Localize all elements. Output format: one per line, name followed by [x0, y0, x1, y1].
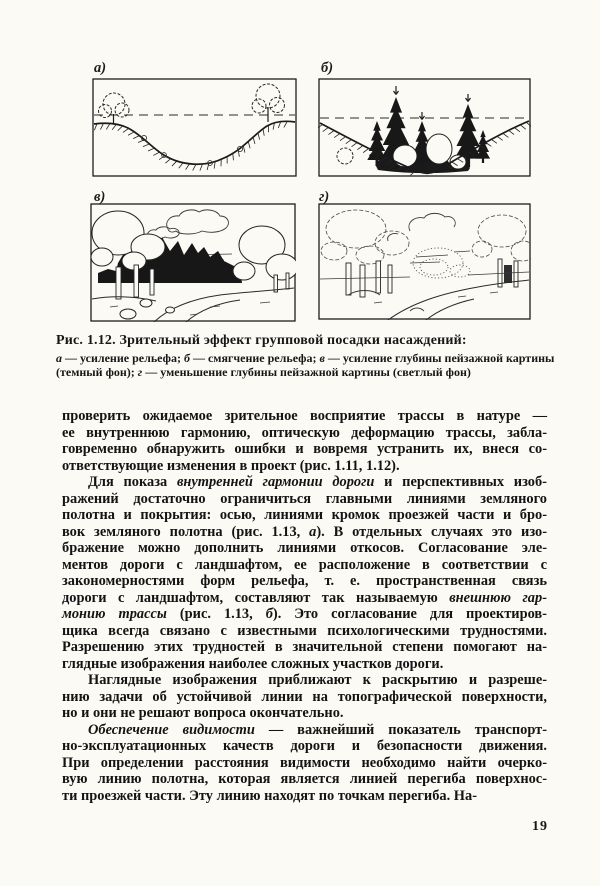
body-line: Для показа внутренней гармонии дороги и перспективных изоб- — [88, 474, 547, 490]
body-line: вую линию полотна, которая является линией перегиба поверхнос- — [62, 771, 547, 787]
body-line: но и они не решают вопроса окончательно. — [62, 705, 344, 721]
body-line: ментов дороги с ландшафтом, ее расположение в соответствии с — [62, 556, 547, 573]
body-line: Обеспечение видимости — важнейший показатель транспорт- — [88, 721, 547, 738]
figure-caption-legend-line: а — усиление рельефа; б — смягчение рельефа; в — усиление глубины пейзажной картины — [56, 351, 555, 365]
body-line: бражение можно дополнить линиями откосов. Согласование эле- — [62, 540, 547, 556]
cloud-icon — [147, 210, 228, 239]
body-line: ответствующие изменения в проект (рис. 1.11, 1.12). — [62, 457, 400, 474]
figure-caption — [56, 333, 555, 380]
figure-caption-title: Рис. 1.12. Зрительный эффект групповой посадки насаждений: — [56, 333, 467, 348]
foreground-path — [92, 288, 294, 322]
panel-label-b: б) — [321, 60, 334, 76]
body-line: полотна и покрытия: осью, линиями кромок проезжей части и бро- — [62, 507, 547, 523]
deciduous-tree-icon — [472, 215, 531, 287]
body-line: ражений достаточно ограничиться главными линиями земляного — [62, 490, 547, 507]
body-line: вок земляного полотна (рис. 1.13, а). В отдельных случаях это изо- — [62, 523, 548, 540]
panel-label-v: в) — [94, 189, 106, 205]
page-number: 19 — [532, 819, 548, 834]
body-line: Разрешению этих трудностей в значительной степени помогают на- — [62, 639, 547, 655]
body-line: говременно обнаружить ошибки и вовремя устранить их, внеся со- — [62, 441, 547, 457]
body-line: При определении расстояния видимости необходимо найти очерко- — [62, 754, 547, 771]
body-line: нию задачи об устойчивой линии на топографической поверхности, — [62, 688, 547, 705]
leader-arrow-icon — [394, 86, 471, 120]
panel-label-g: г) — [319, 189, 330, 205]
body-line: закономерностями форм рельефа, т. е. пространственная связь — [62, 573, 547, 589]
body-line: дороги с ландшафтом, составляют так называемую внешнюю гар- — [62, 589, 547, 606]
body-line: ти проезжей части. Эту линию находят по точкам перегиба. На- — [62, 787, 477, 804]
cloud-icon — [388, 213, 456, 241]
figure-caption-legend — [56, 351, 555, 380]
body-line: монию трассы (рис. 1.13, б). Это согласование для проектиров- — [62, 606, 547, 622]
figure-b-relief-softening-drawing — [318, 78, 531, 178]
deciduous-tree-icon — [91, 211, 165, 299]
body-text — [62, 408, 547, 804]
body-line: но-эксплуатационных качеств дороги и безопасности движения. — [62, 738, 547, 754]
body-line: проверить ожидаемое зрительное восприятие трассы в натуре — — [62, 408, 547, 424]
body-line: щика всегда связано с известными психологическими трудностями. — [62, 622, 547, 639]
body-line: ее внутреннюю гармонию, оптическую деформацию трассы, забла- — [62, 424, 547, 441]
figure-caption-legend-line: (темный фон); г — уменьшение глубины пейзажной картины (светлый фон) — [56, 365, 471, 380]
deciduous-tree-icon — [321, 210, 409, 297]
figure-v-dark-background-landscape-drawing — [90, 203, 296, 322]
deciduous-tree-icon — [99, 93, 130, 123]
body-line: глядные изображения наиболее сложных участков дороги. — [62, 655, 444, 672]
bush-icon — [233, 226, 296, 292]
bush-icon — [337, 148, 353, 164]
deciduous-tree-icon — [252, 84, 285, 122]
body-line: Наглядные изображения приближают к раскрытию и разреше- — [88, 672, 547, 688]
figure-g-light-background-landscape-drawing — [318, 203, 531, 320]
valley-profile-line — [94, 121, 295, 164]
figure-a-relief-amplification-drawing — [92, 78, 297, 178]
bush-icon — [426, 134, 452, 164]
panel-label-a: а) — [94, 60, 107, 76]
